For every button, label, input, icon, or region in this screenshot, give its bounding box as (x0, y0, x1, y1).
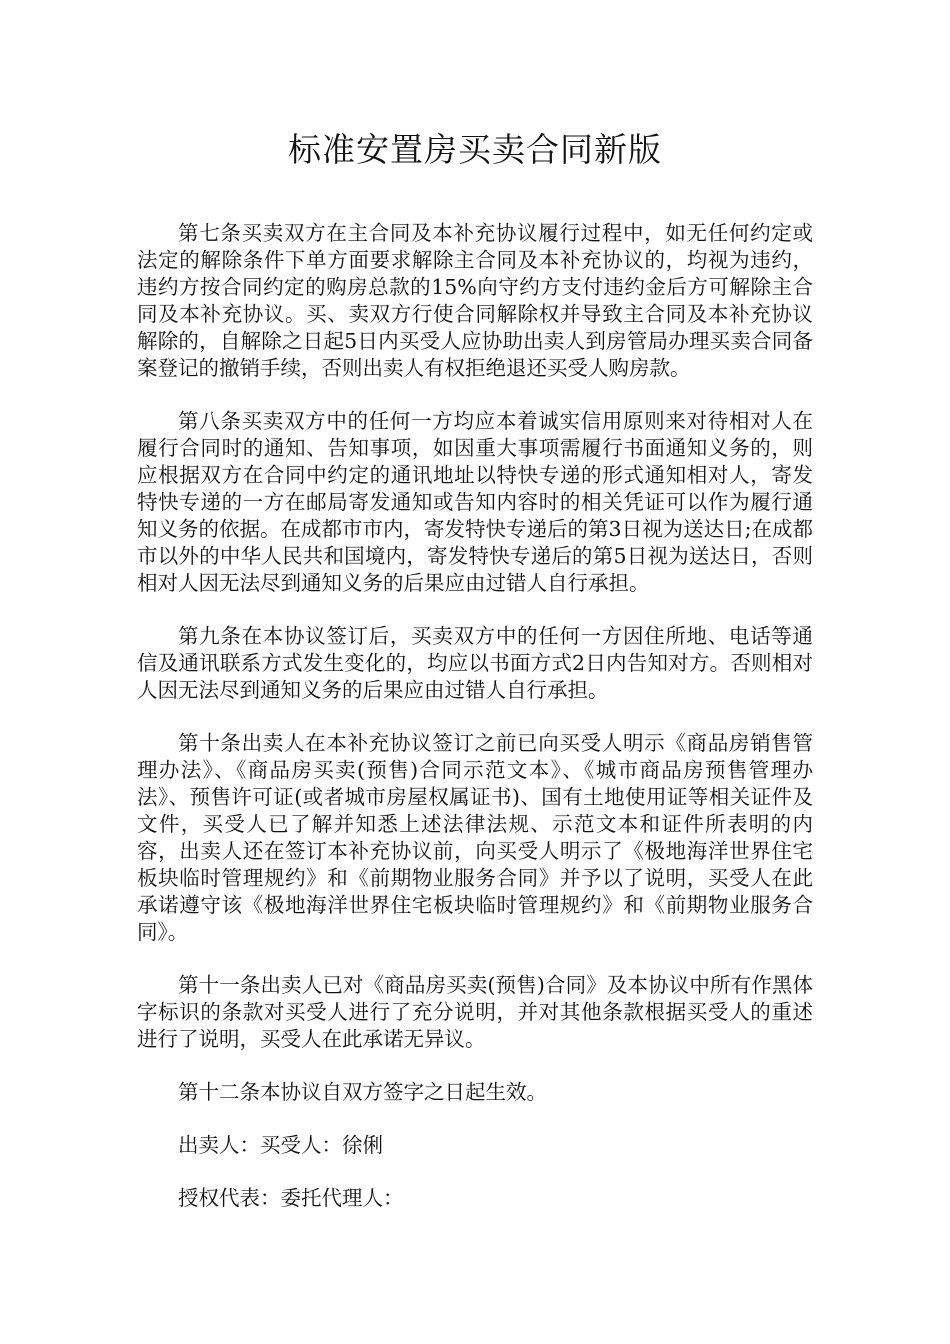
article-8-paragraph: 第八条买卖双方中的任何一方均应本着诚实信用原则来对待相对人在履行合同时的通知、告知事项，如因重大事项需履行书面通知义务的，则应根据双方在合同中约定的通讯地址以特快专递的形式通知相对人，寄发特快专递的一方在邮局寄发通知或告知内容时的相关凭证可以作为履行通知义务的依据。在成都市市内，寄发特快专递后的第3日视为送达日;在成都市以外的中华人民共和国境内，寄发特快专递后的第5日视为送达日，否则相对人因无法尽到通知义务的后果应由过错人自行承担。 (137, 409, 813, 595)
representative-signature-line: 授权代表：委托代理人： (178, 1186, 404, 1210)
article-9-paragraph: 第九条在本协议签订后，买卖双方中的任何一方因住所地、电话等通信及通讯联系方式发生变化的，均应以书面方式2日内告知对方。否则相对人因无法尽到通知义务的后果应由过错人自行承担。 (137, 624, 813, 702)
article-12-paragraph: 第十二条本协议自双方签字之日起生效。 (178, 1080, 547, 1104)
article-10-paragraph: 第十条出卖人在本补充协议签订之前已向买受人明示《商品房销售管理办法》、《商品房买卖(预售)合同示范文本》、《城市商品房预售管理办法》、预售许可证(或者城市房屋权属证书)、国有土地使用证等相关证件及文件，买受人已了解并知悉上述法律法规、示范文本和证件所表明的内容，出卖人还在签订本补充协议前，向买受人明示了《极地海洋世界住宅板块临时管理规约》和《前期物业服务合同》并予以了说明，买受人在此承诺遵守该《极地海洋世界住宅板块临时管理规约》和《前期物业服务合同》。 (137, 731, 813, 944)
article-11-paragraph: 第十一条出卖人已对《商品房买卖(预售)合同》及本协议中所有作黑体字标识的条款对买受人进行了充分说明，并对其他条款根据买受人的重述进行了说明，买受人在此承诺无异议。 (137, 973, 813, 1051)
seller-buyer-signature-line: 出卖人：买受人：徐俐 (178, 1133, 383, 1157)
article-7-paragraph: 第七条买卖双方在主合同及本补充协议履行过程中，如无任何约定或法定的解除条件下单方面要求解除主合同及本补充协议的，均视为违约，违约方按合同约定的购房总款的15%向守约方支付违约金后方可解除主合同及本补充协议。买、卖双方行使合同解除权并导致主合同及本补充协议解除的，自解除之日起5日内买受人应协助出卖人到房管局办理买卖合同备案登记的撤销手续，否则出卖人有权拒绝退还买受人购房款。 (137, 221, 813, 380)
document-body (137, 220, 813, 1238)
document-title: 标准安置房买卖合同新版 (288, 130, 662, 169)
